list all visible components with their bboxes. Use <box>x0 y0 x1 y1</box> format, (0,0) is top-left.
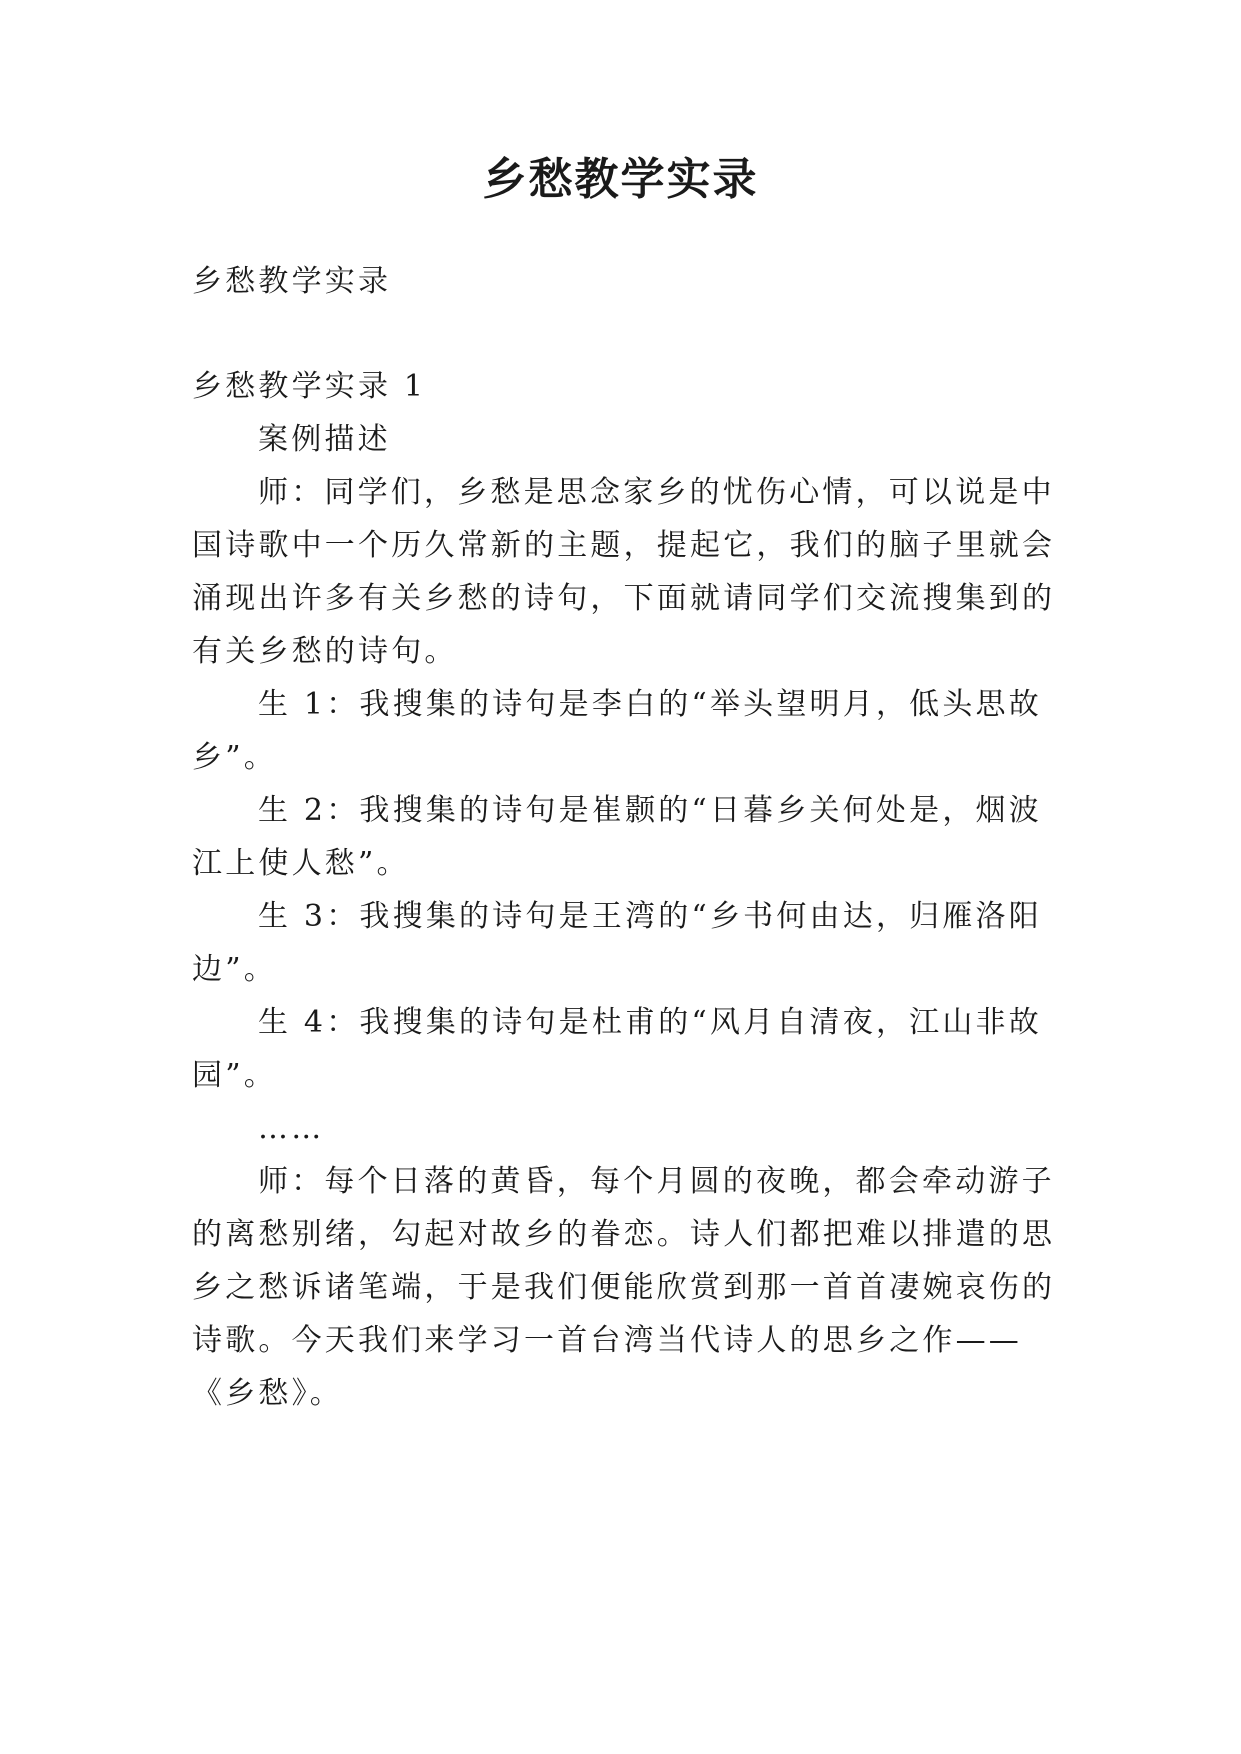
paragraph-line: 有关乡愁的诗句。 <box>192 634 458 669</box>
ellipsis-line: …… <box>258 1111 325 1146</box>
paragraph-line: 涌现出许多有关乡愁的诗句，下面就请同学们交流搜集到的 <box>192 581 1056 616</box>
document-title: 乡愁教学实录 <box>482 154 759 205</box>
paragraph-line: 生 1：我搜集的诗句是李白的“举头望明月，低头思故 <box>258 687 1042 722</box>
paragraph-line: 生 2：我搜集的诗句是崔颢的“日暮乡关何处是，烟波 <box>258 793 1042 828</box>
paragraph-line: 边”。 <box>192 952 277 987</box>
paragraph-line: 《乡愁》。 <box>192 1376 343 1411</box>
paragraph-line: 案例描述 <box>258 422 391 457</box>
paragraph-line: 园”。 <box>192 1058 277 1093</box>
paragraph-line: 江上使人愁”。 <box>192 846 410 881</box>
paragraph-line: 师：每个日落的黄昏，每个月圆的夜晚，都会牵动游子 <box>258 1164 1055 1199</box>
paragraph-line: 诗歌。今天我们来学习一首台湾当代诗人的思乡之作—— <box>192 1323 1022 1358</box>
paragraph-line: 的离愁别绪，勾起对故乡的眷恋。诗人们都把难以排遣的思 <box>192 1217 1056 1252</box>
paragraph-line: 生 3：我搜集的诗句是王湾的“乡书何由达，归雁洛阳 <box>258 899 1042 934</box>
paragraph-line: 乡之愁诉诸笔端，于是我们便能欣赏到那一首首凄婉哀伤的 <box>192 1270 1056 1305</box>
paragraph-line: 师：同学们，乡愁是思念家乡的忧伤心情，可以说是中 <box>258 475 1055 510</box>
section-heading: 乡愁教学实录 1 <box>192 369 427 404</box>
paragraph-line: 国诗歌中一个历久常新的主题，提起它，我们的脑子里就会 <box>192 528 1056 563</box>
paragraph-line: 生 4：我搜集的诗句是杜甫的“风月自清夜，江山非故 <box>258 1005 1042 1040</box>
paragraph-line: 乡”。 <box>192 740 277 775</box>
document-subtitle: 乡愁教学实录 <box>192 264 392 299</box>
